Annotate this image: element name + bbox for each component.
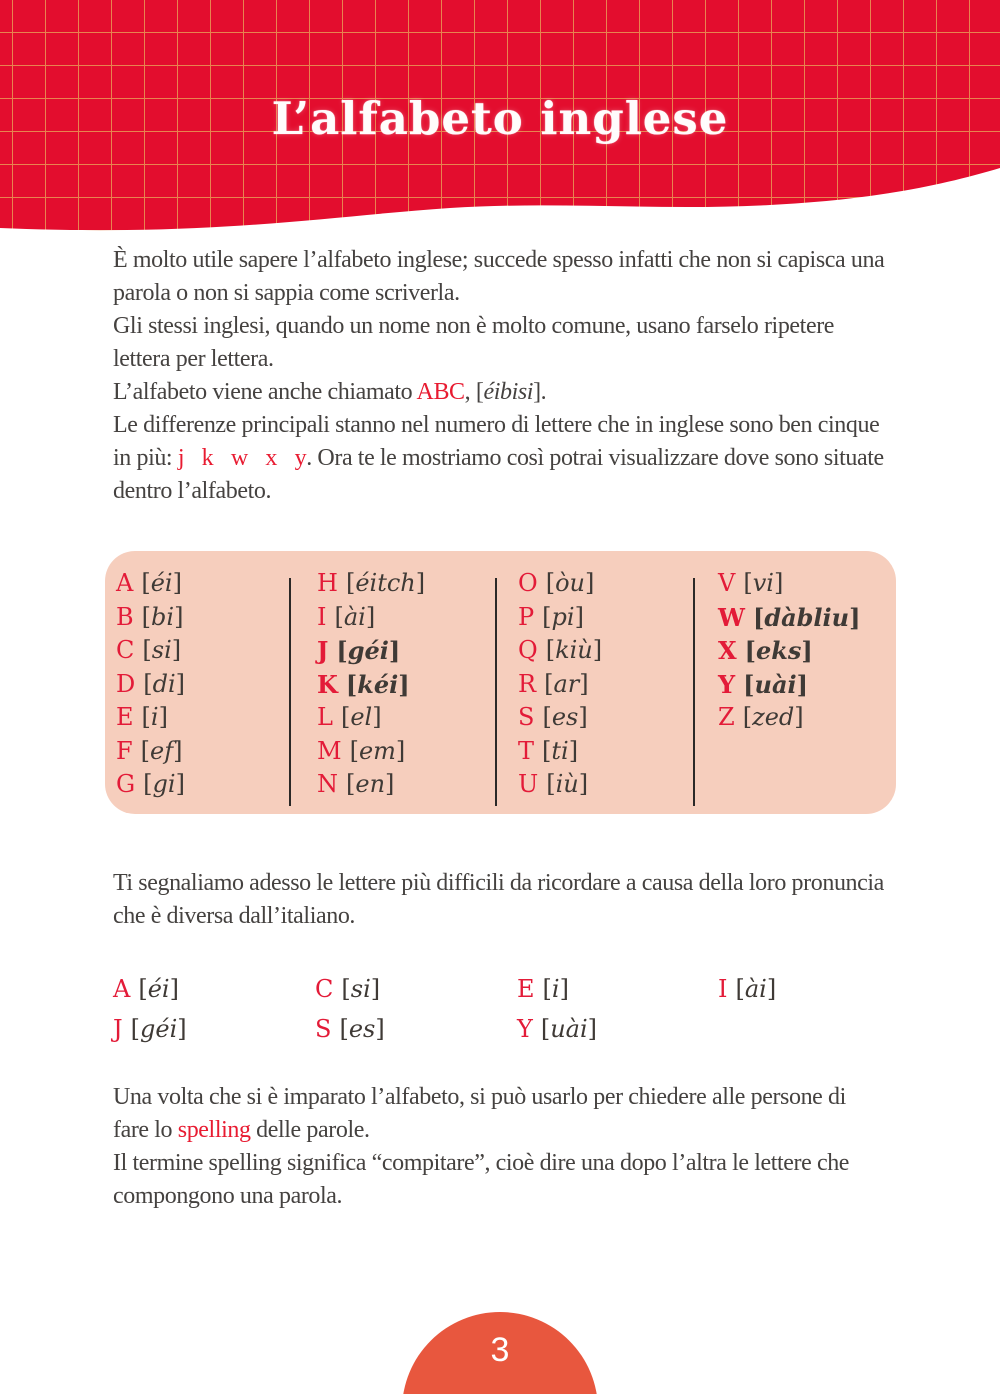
pronunciation: géi <box>347 636 389 665</box>
sentence: Una volta che si è imparato l’alfabeto, si può usarlo per chiedere alle persone di fare lo <box>113 1084 846 1143</box>
letter: H <box>317 569 338 597</box>
page-number: 3 <box>490 1331 510 1369</box>
alphabet-entry <box>518 668 695 702</box>
pronunciation: éi <box>147 975 170 1003</box>
alphabet-entry <box>518 567 695 601</box>
pronunciation: si <box>151 636 172 664</box>
pronunciation: vi <box>752 569 774 597</box>
bracket-close: ] <box>568 736 579 765</box>
bracket-open: [ <box>138 975 148 1003</box>
column-divider <box>495 578 497 806</box>
alphabet-entry <box>518 601 695 635</box>
letter: C <box>116 636 135 664</box>
alphabet-entry <box>116 634 290 668</box>
alphabet-entry <box>517 969 718 1009</box>
bracket-close: ] <box>579 669 589 698</box>
alphabet-entry <box>718 567 896 601</box>
bracket-open: [ <box>743 569 753 597</box>
column-divider <box>693 578 695 806</box>
pronunciation: iù <box>555 770 579 798</box>
letter: S <box>518 703 535 731</box>
abc-highlight: ABC <box>416 379 465 405</box>
pronunciation: pi <box>551 602 575 631</box>
pronunciation: en <box>355 770 386 798</box>
bracket-open: [ <box>130 1015 140 1043</box>
bracket-open: [ <box>475 379 484 405</box>
bracket-close: ] <box>395 736 406 765</box>
alphabet-entry <box>718 601 896 635</box>
bracket-open: [ <box>336 636 348 665</box>
pronunciation: géi <box>140 1015 178 1043</box>
sentence: È molto utile sapere l’alfabeto inglese; succede spesso infatti che non si capisca una parola o non si sappia come scriverla. <box>113 247 885 306</box>
bracket-open: [ <box>334 602 344 631</box>
bracket-open: [ <box>752 602 765 632</box>
pronunciation: es <box>551 703 579 731</box>
bracket-close: ] <box>766 975 777 1003</box>
sentence: . Ora te le mostriamo così potrai visualizzare dove sono situate dentro l’alfabeto. <box>113 445 884 504</box>
alphabet-entry <box>116 735 290 769</box>
bracket-close: ] <box>796 669 808 699</box>
pronunciation: dàbliu <box>764 602 850 632</box>
letter: S <box>315 1015 332 1043</box>
bracket-close: ] <box>533 379 541 405</box>
pronunciation: kéi <box>357 669 399 699</box>
letter: Y <box>718 669 736 699</box>
bracket-close: ] <box>175 770 185 798</box>
bracket-close: ] <box>385 770 395 798</box>
bracket-close: ] <box>375 1015 385 1043</box>
bracket-open: [ <box>143 669 153 698</box>
letter: T <box>518 736 535 765</box>
bracket-open: [ <box>345 569 356 597</box>
intro-paragraphs <box>113 244 885 508</box>
alphabet-entry <box>116 601 290 635</box>
bracket-open: [ <box>743 669 755 699</box>
pronunciation: ài <box>744 975 767 1003</box>
alphabet-column <box>105 567 290 814</box>
bracket-close: ] <box>559 975 569 1003</box>
letter: I <box>317 602 327 631</box>
letter: Y <box>517 1015 533 1043</box>
alphabet-column <box>695 567 896 814</box>
paragraph <box>113 1147 885 1213</box>
bracket-open: [ <box>544 669 554 698</box>
bracket-open: [ <box>546 770 556 798</box>
alphabet-entry <box>718 634 896 668</box>
pronunciation: kiù <box>555 636 593 664</box>
sentence: delle parole. <box>250 1117 370 1143</box>
pronunciation: éitch <box>355 569 416 597</box>
bracket-open: [ <box>542 736 552 765</box>
bracket-close: ] <box>388 636 401 665</box>
bracket-open: [ <box>143 770 153 798</box>
alphabet-entry <box>718 701 896 735</box>
bracket-close: ] <box>174 602 184 631</box>
alphabet-entry <box>317 668 497 702</box>
sentence: Gli stessi inglesi, quando un nome non è molto comune, usano farselo ripetere lettera per lettera. <box>113 313 835 372</box>
letter: O <box>518 569 538 597</box>
bracket-close: ] <box>173 736 183 765</box>
bracket-close: ] <box>158 703 168 731</box>
alphabet-entry <box>116 567 290 601</box>
alphabet-entry <box>718 668 896 702</box>
bracket-close: ] <box>574 602 584 631</box>
bracket-open: [ <box>744 636 756 665</box>
pronunciation: em <box>358 736 396 765</box>
bracket-close: ] <box>584 569 595 597</box>
letter: D <box>116 669 136 698</box>
bracket-open: [ <box>142 636 152 664</box>
letter: A <box>113 975 131 1003</box>
paragraph <box>113 310 885 376</box>
alphabet-entry <box>517 1009 718 1049</box>
bracket-open: [ <box>735 975 745 1003</box>
bracket-open: [ <box>341 975 351 1003</box>
sentence: . <box>540 379 547 405</box>
bracket-close: ] <box>372 703 382 731</box>
letter: J <box>113 1015 123 1043</box>
bracket-open: [ <box>542 975 552 1003</box>
bracket-close: ] <box>773 569 784 597</box>
paragraph <box>113 244 885 310</box>
pronunciation: es <box>348 1015 376 1043</box>
letter: F <box>116 736 133 765</box>
bracket-close: ] <box>578 703 588 731</box>
spelling-paragraphs <box>113 1081 885 1213</box>
pronunciation: i <box>150 703 159 731</box>
bracket-open: [ <box>141 602 152 631</box>
alphabet-entry <box>317 567 497 601</box>
letter: E <box>116 703 134 731</box>
alphabet-entry <box>315 1009 517 1049</box>
letter: L <box>317 703 333 731</box>
letter: B <box>116 602 134 631</box>
pronunciation: òu <box>555 569 585 597</box>
alphabet-entry <box>317 735 497 769</box>
bracket-open: [ <box>346 770 356 798</box>
spelling-highlight: spelling <box>177 1117 251 1143</box>
bracket-close: ] <box>849 602 861 632</box>
alphabet-entry <box>518 701 695 735</box>
bracket-open: [ <box>339 1015 349 1043</box>
pronunciation: eks <box>755 636 802 665</box>
pronunciation: ti <box>551 736 569 765</box>
alphabet-entry <box>317 634 497 668</box>
bracket-open: [ <box>141 703 151 731</box>
pronunciation: ài <box>343 602 366 631</box>
pronunciation: i <box>551 975 560 1003</box>
paragraph <box>113 409 885 508</box>
pronunciation: éibisi <box>483 379 534 405</box>
letter: C <box>315 975 334 1003</box>
letter: G <box>116 770 136 798</box>
sentence: L’alfabeto viene anche chiamato <box>113 379 417 405</box>
pronunciation: uài <box>754 669 797 699</box>
letter: M <box>317 736 342 765</box>
letter: Q <box>518 636 538 664</box>
bracket-close: ] <box>398 669 410 699</box>
alphabet-entry <box>518 768 695 802</box>
alphabet-column <box>497 567 695 814</box>
bracket-close: ] <box>365 602 376 631</box>
bracket-open: [ <box>540 1015 551 1043</box>
pronunciation: el <box>350 703 373 731</box>
page-number-circle <box>402 1312 598 1394</box>
bracket-open: [ <box>542 703 552 731</box>
letter: E <box>517 975 535 1003</box>
sentence: , <box>464 379 476 405</box>
bracket-open: [ <box>345 669 358 699</box>
pronunciation: ar <box>553 669 580 698</box>
alphabet-entry <box>518 634 695 668</box>
alphabet-entry <box>113 969 315 1009</box>
alphabet-column <box>290 567 497 814</box>
letter: J <box>317 636 329 665</box>
sentence: Il termine spelling significa “compitare”, cioè dire una dopo l’altra le lettere che compongono una parola. <box>113 1150 850 1209</box>
letter: X <box>718 636 737 665</box>
alphabet-entry <box>113 1009 315 1049</box>
sentence: Ti segnaliamo adesso le lettere più difficili da ricordare a causa della loro pronuncia che è diversa dall’italiano. <box>113 870 884 929</box>
bracket-close: ] <box>801 636 813 665</box>
pronunciation: gi <box>152 770 176 798</box>
bracket-close: ] <box>370 975 381 1003</box>
bracket-open: [ <box>742 703 753 731</box>
bracket-close: ] <box>169 975 179 1003</box>
alphabet-entry <box>317 601 497 635</box>
bracket-close: ] <box>578 770 589 798</box>
letter: R <box>518 669 537 698</box>
letter: V <box>718 569 736 597</box>
bracket-open: [ <box>542 602 552 631</box>
alphabet-entry <box>116 768 290 802</box>
bracket-open: [ <box>545 569 556 597</box>
sentence: Le differenze principali stanno nel numero di lettere che in inglese sono ben cinque in più: <box>113 412 880 471</box>
pronunciation: uài <box>550 1015 588 1043</box>
letter: U <box>518 770 539 798</box>
column-divider <box>289 578 291 806</box>
page-title: L’alfabeto inglese <box>271 92 729 145</box>
difficult-letters-intro <box>113 867 885 933</box>
letter: A <box>116 569 134 597</box>
bracket-open: [ <box>140 736 151 765</box>
pronunciation: ef <box>150 736 174 765</box>
pronunciation: si <box>350 975 371 1003</box>
paragraph <box>113 867 885 933</box>
pronunciation: zed <box>752 703 795 731</box>
paragraph <box>113 1081 885 1147</box>
letter: Z <box>718 703 735 731</box>
alphabet-box <box>105 551 896 814</box>
letter: N <box>317 770 338 798</box>
paragraph <box>113 376 885 409</box>
bracket-close: ] <box>171 636 182 664</box>
pronunciation: éi <box>150 569 173 597</box>
bracket-close: ] <box>175 669 186 698</box>
bracket-close: ] <box>415 569 426 597</box>
alphabet-entry <box>518 735 695 769</box>
alphabet-entry <box>116 701 290 735</box>
bracket-close: ] <box>592 636 603 664</box>
bracket-open: [ <box>349 736 359 765</box>
bracket-open: [ <box>545 636 556 664</box>
difficult-letters-grid <box>113 969 898 1049</box>
bracket-open: [ <box>340 703 351 731</box>
alphabet-entry <box>317 768 497 802</box>
letter: K <box>317 669 338 699</box>
alphabet-entry <box>718 969 898 1009</box>
bracket-close: ] <box>794 703 804 731</box>
pronunciation: di <box>152 669 176 698</box>
alphabet-entry <box>315 969 517 1009</box>
alphabet-entry <box>317 701 497 735</box>
extra-letters-highlight: j k w x y <box>177 445 307 471</box>
bracket-close: ] <box>587 1015 598 1043</box>
bracket-close: ] <box>177 1015 187 1043</box>
pronunciation: bi <box>151 602 175 631</box>
letter: I <box>718 975 728 1003</box>
bracket-close: ] <box>172 569 182 597</box>
letter: P <box>518 602 535 631</box>
alphabet-entry <box>116 668 290 702</box>
bracket-open: [ <box>141 569 151 597</box>
letter: W <box>718 602 745 632</box>
